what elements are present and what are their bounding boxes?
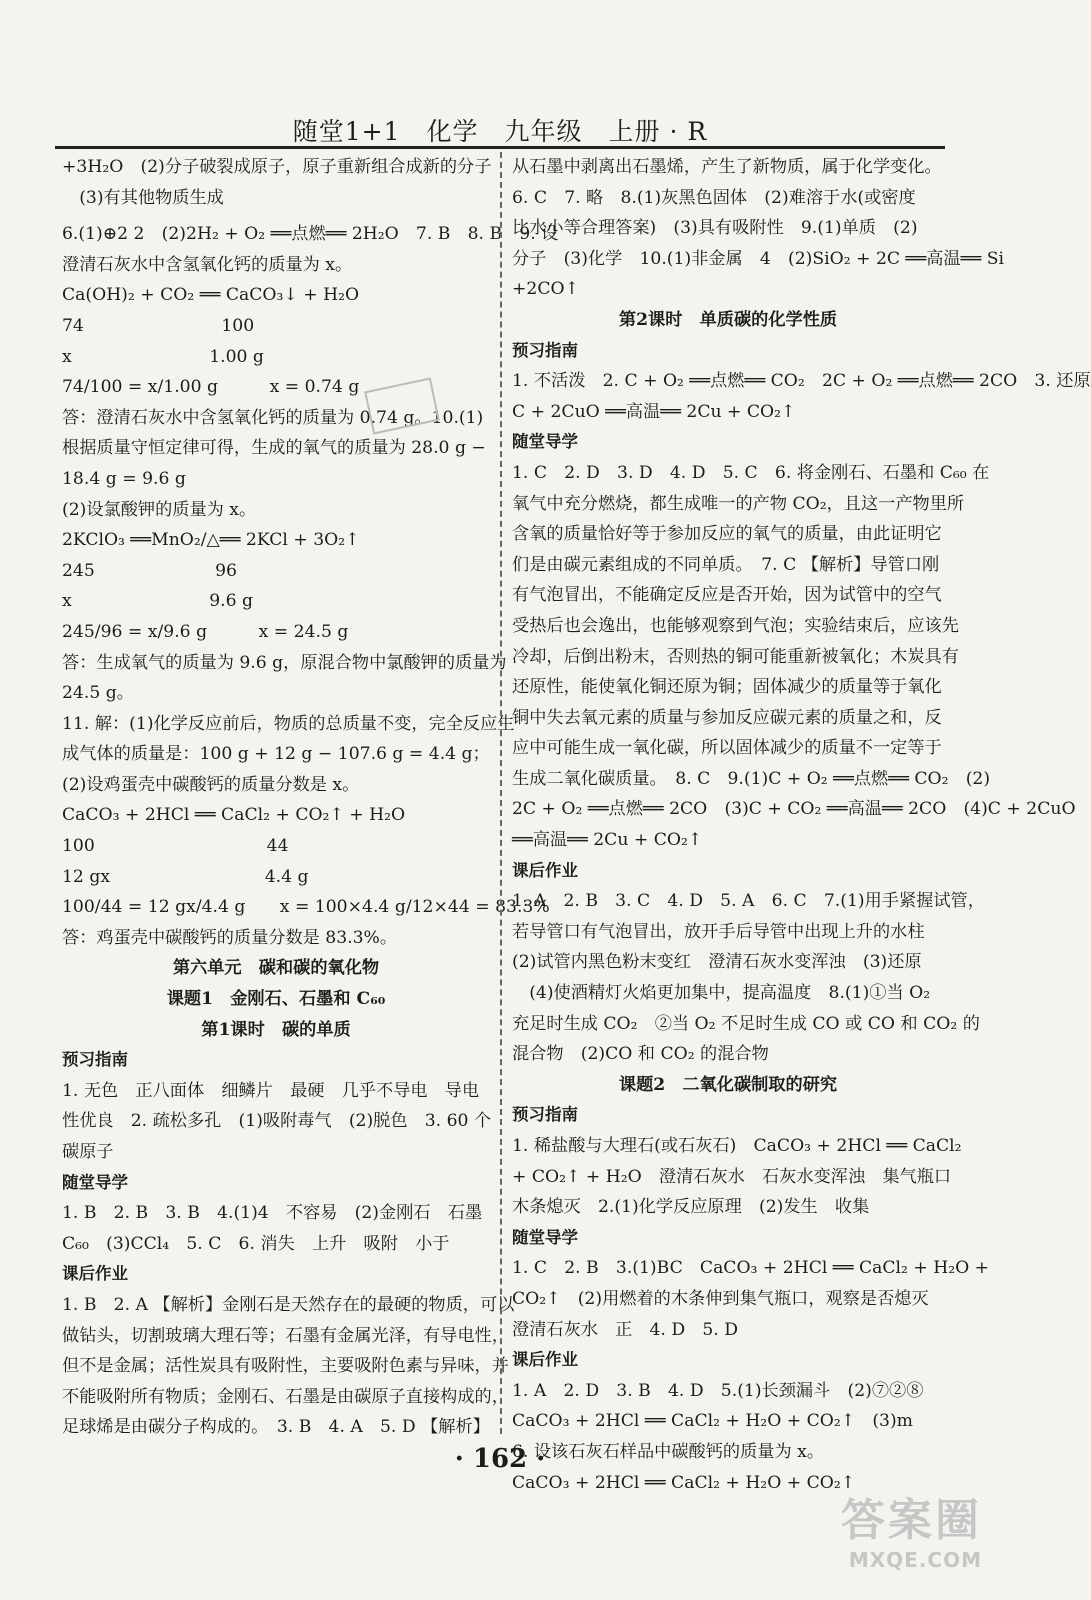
text-line: CaCO₃ + 2HCl ══ CaCl₂ + H₂O + CO₂↑ [512,1472,856,1493]
text-line: Ca(OH)₂ + CO₂ ══ CaCO₃↓ + H₂O [62,285,360,306]
text-line: x 9.6 g [62,591,253,612]
text-line: 充足时生成 CO₂ ②当 O₂ 不足时生成 CO 或 CO 和 CO₂ 的 [512,1013,980,1034]
text-line: 11. 解：(1)化学反应前后，物质的总质量不变，完全反应生 [62,713,515,734]
section-title: 第1课时 碳的单质 [201,1019,351,1040]
text-line: 24.5 g。 [62,683,134,704]
text-line: 答：生成氧气的质量为 9.6 g，原混合物中氯酸钾的质量为 [62,652,507,673]
section-title: 第2课时 单质碳的化学性质 [618,309,838,330]
text-line: 2C + O₂ ══点燃══ 2CO (3)C + CO₂ ══高温══ 2CO (4)C + 2CuO [512,799,1076,820]
text-line: 6. C 7. 略 8.(1)灰黑色固体 (2)难溶于水(或密度 [512,187,916,208]
watermark [841,1484,982,1572]
text-line: 根据质量守恒定律可得，生成的氧气的质量为 28.0 g − [62,438,486,459]
text-line: (4)使酒精灯火焰更加集中，提高温度 8.(1)①当 O₂ [512,983,931,1004]
subsection-heading: 课后作业 [62,1264,128,1284]
text-line: 碳原子 [62,1142,114,1162]
text-line: 1. A 2. B 3. C 4. D 5. A 6. C 7.(1)用手紧握试管， [512,891,985,912]
text-line: 冷却，后倒出粉末，否则热的铜可能重新被氧化；木炭具有 [512,646,959,667]
text-line: 木条熄灭 2.(1)化学反应原理 (2)发生 收集 [512,1197,870,1218]
text-line: 74 100 [62,315,255,336]
watermark-logo: 答案圈 [841,1495,982,1546]
header-rule [55,146,945,149]
text-line: 6. 设该石灰石样品中碳酸钙的质量为 x。 [512,1441,825,1462]
text-line: x 1.00 g [62,346,264,367]
text-line: 6.(1)⊕2 2 (2)2H₂ + O₂ ══点燃══ 2H₂O 7. B 8. B 9. 设 [62,224,559,245]
subsection-heading: 随堂导学 [512,432,578,452]
text-line: 74/100 = x/1.00 g x = 0.74 g [62,377,360,398]
text-line: 不能吸附所有物质；金刚石、石墨是由碳原子直接构成的， [62,1386,509,1407]
text-line: 们是由碳元素组成的不同单质。 7. C 【解析】导管口刚 [512,554,940,575]
section-title: 第六单元 碳和碳的氧化物 [172,958,380,979]
text-line: + CO₂↑ + H₂O 澄清石灰水 石灰水变浑浊 集气瓶口 [512,1166,952,1187]
text-line: 应中可能生成一氧化碳，所以固体减少的质量不一定等于 [512,738,942,759]
text-line: 答：鸡蛋壳中碳酸钙的质量分数是 83.3%。 [62,927,398,948]
text-line: 答：澄清石灰水中含氢氧化钙的质量为 0.74 g。10.(1) [62,407,484,428]
text-line: 1. C 2. D 3. D 4. D 5. C 6. 将金刚石、石墨和 C₆₀ 在 [512,462,990,483]
text-line: 若导管口有气泡冒出，放开手后导管中出现上升的水柱 [512,921,925,942]
text-line: 1. 不活泼 2. C + O₂ ══点燃══ CO₂ 2C + O₂ ══点燃══ 2CO 3. 还原 [512,371,1091,392]
text-line: 有气泡冒出，不能确定反应是否开始，因为试管中的空气 [512,585,942,606]
text-line: 245/96 = x/9.6 g x = 24.5 g [62,621,349,642]
text-line: 1. B 2. A 【解析】金刚石是天然存在的最硬的物质，可以 [62,1294,515,1315]
text-line: 澄清石灰水 正 4. D 5. D [512,1319,738,1340]
text-line: (3)有其他物质生成 [62,187,224,208]
text-line: 铜中失去氧元素的质量与参加反应碳元素的质量之和，反 [512,707,942,728]
subsection-heading: 预习指南 [512,340,578,360]
text-line: 245 96 [62,560,237,581]
text-line: 1. 稀盐酸与大理石(或石灰石) CaCO₃ + 2HCl ══ CaCl₂ [512,1136,962,1156]
text-line: ══高温══ 2Cu + CO₂↑ [512,830,703,851]
subsection-heading: 预习指南 [62,1050,128,1070]
text-line: 成气体的质量是：100 g + 12 g − 107.6 g = 4.4 g； [62,744,490,765]
subsection-heading: 随堂导学 [512,1227,578,1247]
text-line: 1. C 2. B 3.(1)BC CaCO₃ + 2HCl ══ CaCl₂ + H₂O + [512,1258,990,1279]
subsection-heading: 课后作业 [512,1350,578,1370]
text-line: +3H₂O (2)分子破裂成原子，原子重新组合成新的分子 [62,157,492,177]
page-number: · 162 · [454,1444,546,1474]
text-line: 含氧的质量恰好等于参加反应的氧气的质量，由此证明它 [512,524,942,545]
text-line: 从石墨中剥离出石墨烯，产生了新物质，属于化学变化。 [512,157,942,177]
text-line: 12 gx 4.4 g [62,866,309,887]
text-line: CaCO₃ + 2HCl ══ CaCl₂ + CO₂↑ + H₂O [62,805,406,826]
section-title: 课题2 二氧化碳制取的研究 [618,1074,838,1095]
right-column [512,152,1091,1498]
text-line: (2)设氯酸钾的质量为 x。 [62,499,257,520]
subsection-heading: 随堂导学 [62,1172,128,1192]
text-line: 受热后也会逸出，也能够观察到气泡；实验结束后，应该先 [512,615,959,636]
text-line: 1. A 2. D 3. B 4. D 5.(1)长颈漏斗 (2)⑦②⑧ [512,1380,924,1401]
text-line: (2)设鸡蛋壳中碳酸钙的质量分数是 x。 [62,774,360,795]
text-line: 2KClO₃ ══MnO₂/△══ 2KCl + 3O₂↑ [62,530,360,551]
text-line: 100/44 = 12 gx/4.4 g x = 100×4.4 g/12×44 = 83.3% [62,897,550,918]
text-line: 18.4 g = 9.6 g [62,468,186,489]
watermark-url: MXQE.COM [848,1548,982,1572]
text-line: (2)试管内黑色粉末变红 澄清石灰水变浑浊 (3)还原 [512,952,922,973]
subsection-heading: 预习指南 [512,1105,578,1125]
text-line: 还原性，能使氧化铜还原为铜；固体减少的质量等于氧化 [512,677,942,698]
section-title: 课题1 金刚石、石墨和 C₆₀ [166,989,386,1010]
text-line: +2CO↑ [512,279,579,300]
text-line: 1. 无色 正八面体 细鳞片 最硬 几乎不导电 导电 [62,1080,480,1101]
text-line: 混合物 (2)CO 和 CO₂ 的混合物 [512,1044,769,1065]
text-line: 足球烯是由碳分子构成的。 3. B 4. A 5. D 【解析】 [62,1417,490,1438]
text-line: 分子 (3)化学 10.(1)非金属 4 (2)SiO₂ + 2C ══高温══ Si [512,248,1005,269]
text-line: 做钻头，切割玻璃大理石等；石墨有金属光泽，有导电性， [62,1325,509,1346]
text-line: 性优良 2. 疏松多孔 (1)吸附毒气 (2)脱色 3. 60 个 [62,1111,492,1132]
text-line: CaCO₃ + 2HCl ══ CaCl₂ + H₂O + CO₂↑ (3)m [512,1411,913,1432]
text-line: 生成二氧化碳质量。 8. C 9.(1)C + O₂ ══点燃══ CO₂ (2) [512,768,991,789]
text-line: 100 44 [62,836,289,857]
left-column [62,152,559,1443]
text-line: 但不是金属；活性炭具有吸附性，主要吸附色素与异味，并 [62,1356,509,1377]
text-line: 比水小等合理答案) (3)具有吸附性 9.(1)单质 (2) [512,218,918,239]
page-header: 随堂1+1 化学 九年级 上册 · R [292,117,708,146]
text-line: C₆₀ (3)CCl₄ 5. C 6. 消失 上升 吸附 小于 [62,1233,450,1254]
text-line: 1. B 2. B 3. B 4.(1)4 不容易 (2)金刚石 石墨 [62,1203,483,1224]
text-line: CO₂↑ (2)用燃着的木条伸到集气瓶口，观察是否熄灭 [512,1288,929,1309]
subsection-heading: 课后作业 [512,860,578,880]
text-line: 氧气中充分燃烧，都生成唯一的产物 CO₂，且这一产物里所 [512,493,965,514]
column-divider [500,152,502,1434]
text-line: 澄清石灰水中含氢氧化钙的质量为 x。 [62,254,353,275]
text-line: C + 2CuO ══高温══ 2Cu + CO₂↑ [512,401,796,422]
